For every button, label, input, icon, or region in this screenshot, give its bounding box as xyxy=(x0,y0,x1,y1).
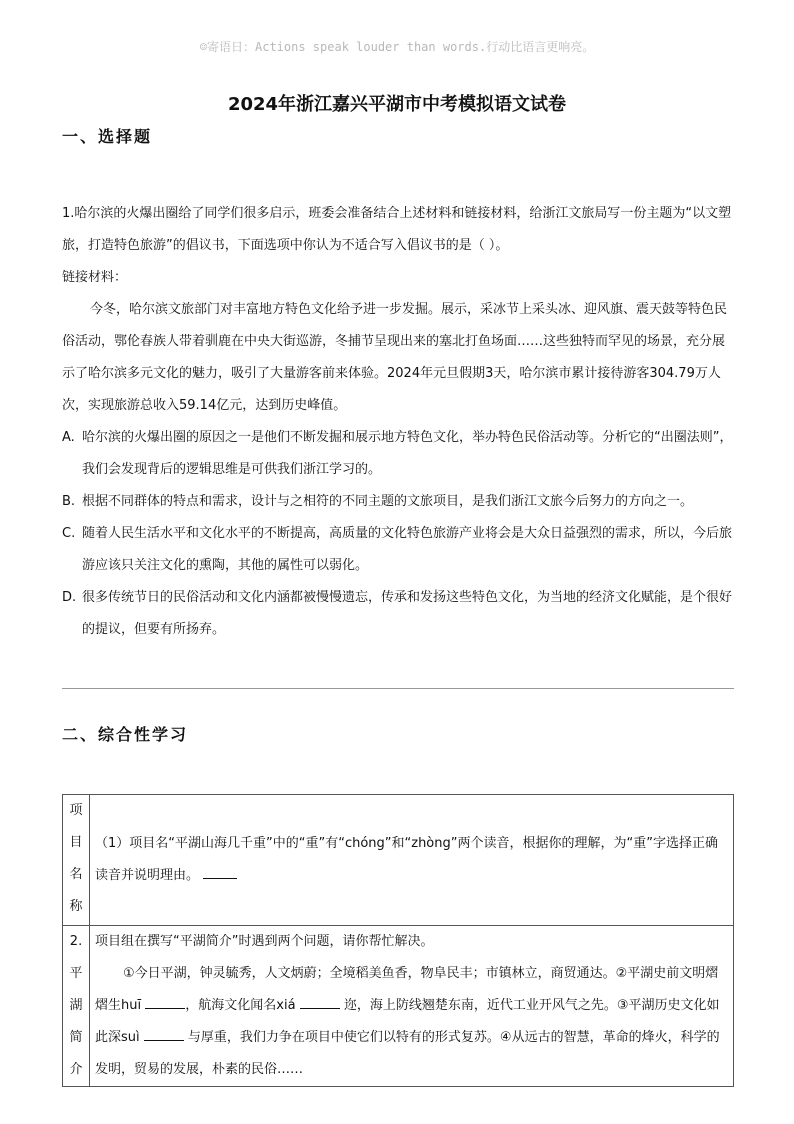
row-label-char: 项 xyxy=(69,803,83,818)
row-label-char: 名 xyxy=(69,867,83,882)
row-label-char: 2. xyxy=(69,934,83,949)
answer-blank[interactable] xyxy=(145,992,185,1009)
table-row xyxy=(63,926,734,1087)
row-label-char: 称 xyxy=(69,899,83,914)
option-text: 根据不同群体的特点和需求，设计与之相符的不同主题的文旅项目，是我们浙江文旅今后努力的方向之一。 xyxy=(82,494,694,509)
table-row xyxy=(63,795,734,926)
option-label: D. xyxy=(62,590,77,605)
option-b[interactable] xyxy=(62,486,734,518)
option-label: B. xyxy=(62,494,76,509)
project-table xyxy=(62,794,734,1087)
option-text: 很多传统节日的民俗活动和文化内涵都被慢慢遗忘，传承和发扬这些特色文化，为当地的经济文化赋能，是个很好的提议，但要有所扬弃。 xyxy=(82,590,733,637)
option-label: A. xyxy=(62,430,75,445)
answer-blank[interactable] xyxy=(144,1024,184,1041)
link-material-label: 链接材料： xyxy=(62,270,128,285)
option-a[interactable] xyxy=(62,422,734,486)
answer-blank[interactable] xyxy=(203,862,237,879)
option-d[interactable] xyxy=(62,582,734,646)
row-label-pinghu-intro xyxy=(63,926,90,1087)
pinyin-hint: suì xyxy=(121,1030,140,1045)
option-c[interactable] xyxy=(62,518,734,582)
question-2-1 xyxy=(90,795,734,926)
passage-text: 迩，海上防线翘楚东南，近代工业开风气之先。③平湖历史文化如此深 xyxy=(95,998,720,1045)
passage-text: ①今日平湖，钟灵毓秀，人文炳蔚；全境稻美鱼香，物阜民丰；市镇林立，商贸通达。②平湖史前文明熠熠生 xyxy=(95,966,719,1013)
answer-blank[interactable] xyxy=(300,992,340,1009)
row-label-char: 简 xyxy=(69,1030,83,1045)
option-label: C. xyxy=(62,526,76,541)
row-label-project-name xyxy=(63,795,90,926)
link-material-text: 今冬，哈尔滨文旅部门对丰富地方特色文化给予进一步发掘。展示，采冰节上采头冰、迎风旗、震天鼓等特色民俗活动，鄂伦春族人带着驯鹿在中央大街巡游，冬捕节呈现出来的塞北打鱼场面……这些独特而罕见的场景，充分展示了哈尔滨多元文化的魅力，吸引了大量游客前来体验。2024年元旦假期3天，哈尔滨市累计接待游客304.79万人次，实现旅游总收入59.14亿元，达到历史峰值。 xyxy=(62,302,728,413)
pinghu-passage xyxy=(95,958,727,1086)
question-1-stem: 1.哈尔滨的火爆出圈给了同学们很多启示，班委会准备结合上述材料和链接材料，给浙江文旅局写一份主题为“以文塑旅，打造特色旅游”的倡议书，下面选项中你认为不适合写入倡议书的是（ ）。 xyxy=(62,206,732,253)
question-2-intro: 项目组在撰写“平湖简介”时遇到两个问题，请你帮忙解决。 xyxy=(95,934,434,949)
paper-title: 2024年浙江嘉兴平湖市中考模拟语文试卷 xyxy=(227,94,567,115)
section-heading-integrated: 二、综合性学习 xyxy=(62,725,189,744)
row-label-char: 湖 xyxy=(69,998,83,1013)
passage-text: 与厚重，我们力争在项目中使它们以特有的形式复苏。④从远古的智慧，革命的烽火，科学的发明，贸易的发展，朴素的民俗…… xyxy=(95,1030,720,1077)
row-label-char: 介 xyxy=(69,1062,83,1077)
question-2-2 xyxy=(90,926,734,1087)
section-divider xyxy=(62,688,734,689)
section-heading-choice: 一、选择题 xyxy=(62,127,153,146)
row-label-char: 目 xyxy=(69,835,83,850)
option-text: 随着人民生活水平和文化水平的不断提高，高质量的文化特色旅游产业将会是大众日益强烈的需求，所以，今后旅游应该只关注文化的熏陶，其他的属性可以弱化。 xyxy=(82,526,733,573)
pinyin-hint: huī xyxy=(121,998,142,1013)
row-label-char: 平 xyxy=(69,966,83,981)
motto-header: ☺寄语日：Actions speak louder than words.行动比语言更响亮。 xyxy=(199,40,595,54)
question-2-1-text: （1）项目名“平湖山海几千重”中的“重”有“chóng”和“zhòng”两个读音，根据你的理解，为“重”字选择正确读音并说明理由。 xyxy=(95,836,718,883)
pinyin-hint: xiá xyxy=(276,998,296,1013)
option-text: 哈尔滨的火爆出圈的原因之一是他们不断发掘和展示地方特色文化，举办特色民俗活动等。分析它的“出圈法则”，我们会发现背后的逻辑思维是可供我们浙江学习的。 xyxy=(82,430,733,477)
passage-text: ，航海文化闻名 xyxy=(185,998,277,1013)
question-1 xyxy=(62,198,734,646)
